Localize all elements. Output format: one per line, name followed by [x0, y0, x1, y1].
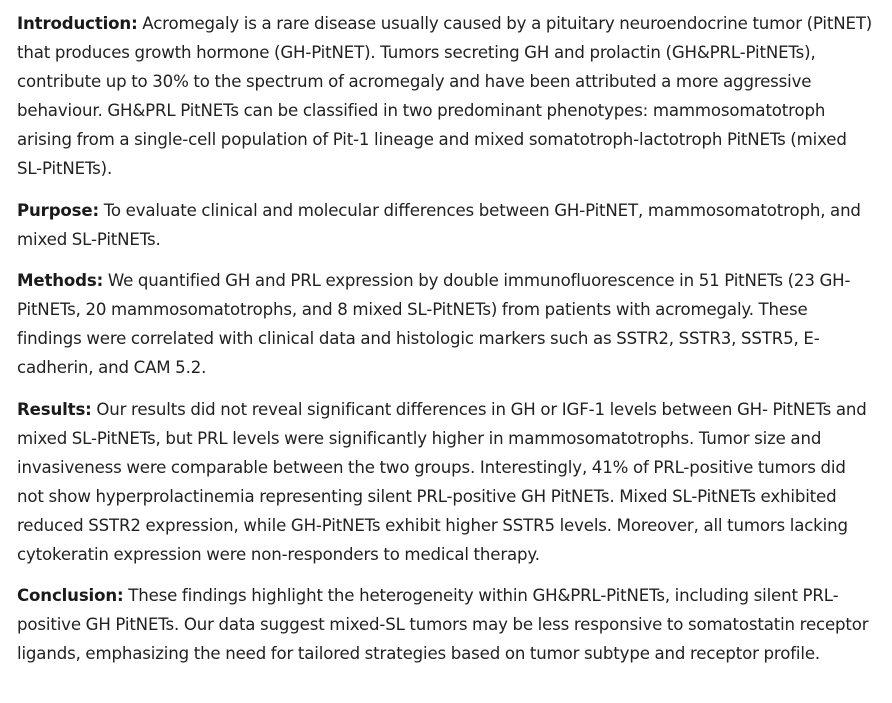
- section-text-conclusion: These findings highlight the heterogeneity within GH&PRL-PitNETs, including silent PRL-positive GH PitNETs. Our data suggest mixed-SL tumors may be less responsive to somatostatin receptor ligands, emphasizing the need for tailored strategies based on tumor subtype and receptor profile.: [17, 586, 869, 663]
- section-text-methods: We quantified GH and PRL expression by double immunofluorescence in 51 PitNETs (23 GH-PitNETs, 20 mammosomatotrophs, and 8 mixed SL-PitNETs) from patients with acromegaly. These findings were correlated with clinical data and histologic markers such as SSTR2, SSTR3, SSTR5, E-cadherin, and CAM 5.2.: [17, 271, 851, 377]
- section-introduction: [17, 9, 874, 183]
- section-purpose: [17, 196, 874, 254]
- section-heading-introduction: Introduction:: [17, 14, 138, 33]
- section-results: [17, 395, 874, 569]
- section-methods: [17, 266, 874, 382]
- section-heading-results: Results:: [17, 399, 92, 419]
- section-text-purpose: To evaluate clinical and molecular differences between GH-PitNET, mammosomatotroph, and mixed SL-PitNETs.: [17, 200, 861, 249]
- section-heading-conclusion: Conclusion:: [17, 586, 124, 605]
- section-text-results: Our results did not reveal significant differences in GH or IGF-1 levels between GH- PitNETs and mixed SL-PitNETs, but PRL levels were significantly higher in mammosomatotrophs. Tumor size and invasiveness were comparable between the two groups. Interestingly, 41% of PRL-positive tumors did not show hyperprolactinemia representing silent PRL-positive GH PitNETs. Mixed SL-PitNETs exhibited reduced SSTR2 expression, while GH-PitNETs exhibit higher SSTR5 levels. Moreover, all tumors lacking cytokeratin expression were non-responders to medical therapy.: [17, 399, 867, 564]
- section-heading-purpose: Purpose:: [17, 200, 100, 220]
- section-text-introduction: Acromegaly is a rare disease usually caused by a pituitary neuroendocrine tumor (PitNET) that produces growth hormone (GH-PitNET). Tumors secreting GH and prolactin (GH&PRL-PitNETs), contribute up to 30% to the spectrum of acromegaly and have been attributed a more aggressive behaviour. GH&PRL PitNETs can be classified in two predominant phenotypes: mammosomatotroph arising from a single-cell population of Pit-1 lineage and mixed somatotroph-lactotroph PitNETs (mixed SL-PitNETs).: [17, 14, 873, 178]
- section-heading-methods: Methods:: [17, 271, 104, 290]
- section-conclusion: [17, 581, 874, 668]
